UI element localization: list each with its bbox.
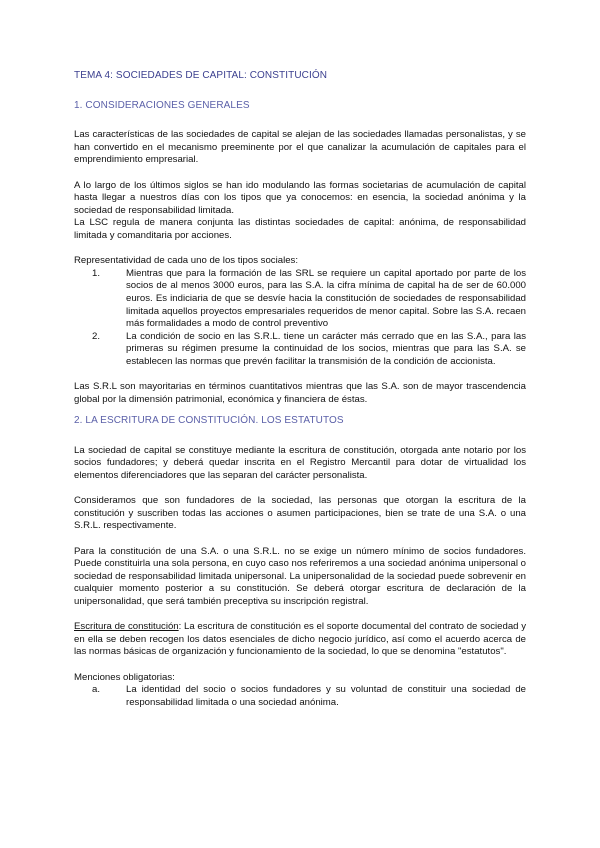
paragraph: La LSC regula de manera conjunta las distintas sociedades de capital: anónima, de responsabilidad limitada y comanditaria por acciones. [74, 217, 526, 241]
lettered-list [74, 684, 526, 709]
paragraph: A lo largo de los últimos siglos se han ido modulando las formas societarias de acumulación de capital hasta llegar a nuestros días con los tipos que ya conocemos: en esencia, la sociedad anónima y la sociedad de responsabilidad limitada. [74, 179, 526, 216]
section-heading-consideraciones: 1. CONSIDERACIONES GENERALES [74, 99, 250, 111]
list-item [74, 268, 526, 331]
section-heading-escritura: 2. LA ESCRITURA DE CONSTITUCIÓN. LOS ESTATUTOS [74, 415, 344, 427]
list-item-text: Mientras que para la formación de las SRL se requiere un capital aportado por parte de los socios de al menos 3000 euros, para las S.A. la cifra mínima de capital ha de ser de 60.000 euros. Es indiciaria de que se desvíe hacia la constitución de sociedades de responsabilidad limitada aquellos proyectos empresariales requeridos de menor capital. Sobre las S.A. recaen más formalidades a modo de control preventivo [126, 267, 526, 330]
list-intro: Menciones obligatorias: [74, 671, 175, 683]
paragraph: Para la constitución de una S.A. o una S.R.L. no se exige un número mínimo de socios fundadores. Puede constituirla una sola persona, en cuyo caso nos referiremos a una sociedad anónima unipersonal o sociedad de responsabilidad limitada unipersonal. La unipersonalidad de la sociedad puede sobrevenir en cualquier momento posterior a su constitución. Se deberá otorgar escritura de declaración de la unipersonalidad, que será también preceptiva su inscripción registral. [74, 545, 526, 607]
underlined-term: Escritura de constitución [74, 621, 179, 633]
list-item-text: La condición de socio en las S.R.L. tiene un carácter más cerrado que en las S.A., para las primeras su régimen presume la continuidad de los socios, mientras que para las S.A. se establecen las normas que prevén facilitar la transmisión de la condición de accionista. [126, 330, 526, 367]
paragraph [74, 621, 526, 659]
list-marker: 1. [92, 267, 101, 279]
list-intro: Representatividad de cada uno de los tipos sociales: [74, 255, 298, 267]
list-marker: 2. [92, 330, 101, 342]
paragraph: Las características de las sociedades de capital se alejan de las sociedades llamadas personalistas, y se han convertido en el mecanismo preeminente por el que canalizar la acumulación de capitales para el emprendimiento empresarial. [74, 129, 526, 166]
list-item [74, 331, 526, 369]
paragraph: Las S.R.L son mayoritarias en términos cuantitativos mientras que las S.A. son de mayor trascendencia global por la dimensión patrimonial, económica y financiera de éstas. [74, 381, 526, 405]
paragraph: Consideramos que son fundadores de la sociedad, las personas que otorgan la escritura de la constitución y suscriben todas las acciones o asumen participaciones, bien se trate de una S.A. o una S.R.L. respectivamente. [74, 495, 526, 532]
paragraph: La sociedad de capital se constituye mediante la escritura de constitución, otorgada ante notario por los socios fundadores; y deberá quedar inscrita en el Registro Mercantil para dotar de virtualidad los elementos diferenciadores que las separan del carácter personalista. [74, 444, 526, 482]
list-marker: a. [92, 684, 101, 696]
document-title: TEMA 4: SOCIEDADES DE CAPITAL: CONSTITUCIÓN [74, 70, 328, 81]
list-item-text: La identidad del socio o socios fundadores y su voluntad de constituir una sociedad de responsabilidad limitada o una sociedad anónima. [126, 684, 526, 708]
numbered-list [74, 268, 526, 369]
paragraph-text: : La escritura de constitución es el soporte documental del contrato de sociedad y en ella se deben recogen los datos esenciales de dicho negocio jurídico, así como el acuerdo acerca de las normas básicas de organización y funcionamiento de la sociedad, lo que se denomina "estatutos". [74, 621, 527, 658]
list-item [74, 684, 526, 709]
